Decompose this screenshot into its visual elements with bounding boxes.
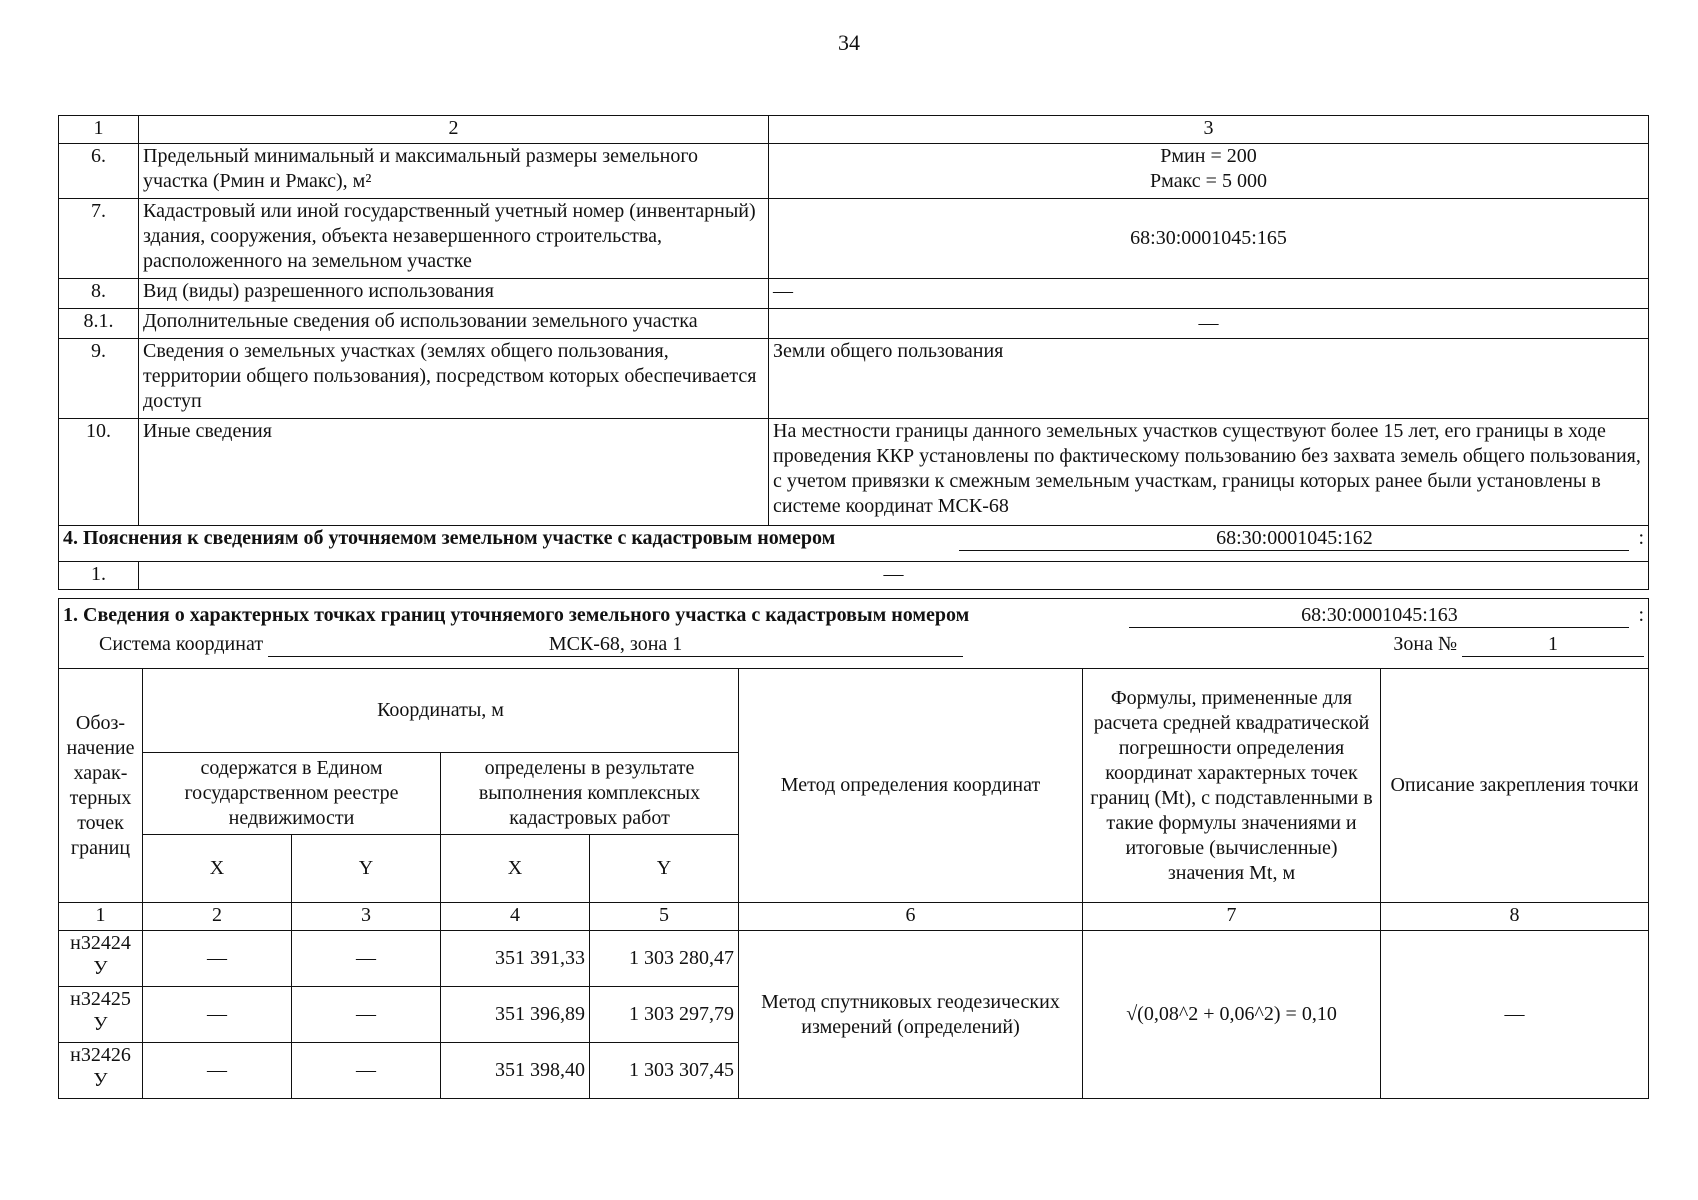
x-kkr: 351 398,40 — [441, 1043, 590, 1099]
info-table — [58, 115, 1649, 590]
section-4-colon: : — [1638, 527, 1644, 549]
header-row — [59, 116, 1649, 144]
section-4-cadastral: 68:30:0001045:162 — [959, 526, 1629, 551]
zone-value: 1 — [1462, 632, 1644, 657]
y-kkr: 1 303 307,45 — [590, 1043, 739, 1099]
row-value: — — [769, 279, 1649, 309]
x-egrn: — — [143, 1043, 292, 1099]
section-1-colon: : — [1638, 604, 1645, 626]
col-number: 7 — [1083, 903, 1381, 931]
col-number: 8 — [1381, 903, 1649, 931]
x-kkr: 351 391,33 — [441, 931, 590, 987]
section-4-title: 4. Пояснения к сведениям об уточняемом земельном участке с кадастровым номером — [63, 527, 836, 549]
row-value: — — [769, 309, 1649, 339]
x-egrn: — — [143, 931, 292, 987]
col-header-3: 3 — [769, 116, 1649, 144]
table-row — [59, 931, 1649, 987]
y-kkr: 1 303 297,79 — [590, 987, 739, 1043]
x-egrn: — — [143, 987, 292, 1043]
col-header-coords: Координаты, м — [143, 669, 739, 753]
table-row — [59, 339, 1649, 419]
row-number: 7. — [59, 199, 139, 279]
row-value: 68:30:0001045:165 — [769, 199, 1649, 279]
row-label: Предельный минимальный и максимальный размеры земельного участка (Рмин и Рмакс), м² — [139, 144, 769, 199]
table-row — [59, 199, 1649, 279]
table-row — [59, 279, 1649, 309]
section-4-header — [59, 526, 1649, 562]
row-number: 6. — [59, 144, 139, 199]
section-1-title: 1. Сведения о характерных точках границ уточняемого земельного участка с кадастровым номером — [63, 604, 970, 626]
section-4-row — [59, 562, 1649, 590]
fixing-value: — — [1381, 931, 1649, 1099]
col-header-egrn: содержатся в Едином государственном реестре недвижимости — [143, 753, 441, 835]
row-label: Иные сведения — [139, 419, 769, 526]
section-1-header — [59, 599, 1649, 669]
col-number: 4 — [441, 903, 590, 931]
point-name: н32425 У — [59, 987, 143, 1043]
col-header-formula: Формулы, примененные для расчета средней квадратической погрешности определения координат характерных точек границ (Mt), с подставленными в такие формулы значениями и итоговые (вычисленные) значения Mt, м — [1083, 669, 1381, 903]
y-egrn: — — [292, 931, 441, 987]
table-row — [59, 419, 1649, 526]
row-number: 8.1. — [59, 309, 139, 339]
col-header-y-egrn: Y — [292, 835, 441, 903]
formula-value: √(0,08^2 + 0,06^2) = 0,10 — [1083, 931, 1381, 1099]
y-egrn: — — [292, 987, 441, 1043]
col-header-2: 2 — [139, 116, 769, 144]
row-number: 1. — [59, 562, 139, 590]
page-number: 34 — [838, 30, 860, 55]
row-value: Земли общего пользования — [769, 339, 1649, 419]
col-number: 2 — [143, 903, 292, 931]
row-number: 10. — [59, 419, 139, 526]
row-label: Дополнительные сведения об использовании земельного участка — [139, 309, 769, 339]
point-name: н32426 У — [59, 1043, 143, 1099]
table-row — [59, 144, 1649, 199]
col-header-y-kkr: Y — [590, 835, 739, 903]
col-header-x-kkr: X — [441, 835, 590, 903]
y-kkr: 1 303 280,47 — [590, 931, 739, 987]
section-1-cadastral: 68:30:0001045:163 — [1129, 603, 1629, 628]
row-number: 8. — [59, 279, 139, 309]
col-header-designation: Обоз- начение харак- терных точек границ — [59, 669, 143, 903]
col-number: 1 — [59, 903, 143, 931]
table-row — [59, 309, 1649, 339]
row-value: — — [139, 562, 1649, 590]
y-egrn: — — [292, 1043, 441, 1099]
col-header-kkr: определены в результате выполнения комплексных кадастровых работ — [441, 753, 739, 835]
row-value: Рмин = 200 Рмакс = 5 000 — [769, 144, 1649, 199]
coord-system-value: МСК-68, зона 1 — [268, 632, 963, 657]
row-label: Сведения о земельных участках (землях общего пользования, территории общего пользования), посредством которых обеспечивается доступ — [139, 339, 769, 419]
row-label: Кадастровый или иной государственный учетный номер (инвентарный) здания, сооружения, объекта незавершенного строительства, расположенного на земельном участке — [139, 199, 769, 279]
col-header-x-egrn: X — [143, 835, 292, 903]
row-number: 9. — [59, 339, 139, 419]
col-number: 5 — [590, 903, 739, 931]
zone-label: Зона № — [1393, 633, 1458, 655]
method-value: Метод спутниковых геодезических измерений (определений) — [739, 931, 1083, 1099]
col-header-method: Метод определения координат — [739, 669, 1083, 903]
col-number: 6 — [739, 903, 1083, 931]
row-label: Вид (виды) разрешенного использования — [139, 279, 769, 309]
point-name: н32424 У — [59, 931, 143, 987]
row-value: На местности границы данного земельных участков существуют более 15 лет, его границы в ходе проведения ККР установлены по фактическому пользованию без захвата земель общего пользования, с учетом привязки к смежным земельным участкам, границы которых ранее были установлены в системе координат МСК-68 — [769, 419, 1649, 526]
col-header-fixing: Описание закрепления точки — [1381, 669, 1649, 903]
col-header-1: 1 — [59, 116, 139, 144]
col-number: 3 — [292, 903, 441, 931]
header-row — [59, 669, 1649, 753]
points-table — [58, 598, 1649, 1099]
column-numbers-row — [59, 903, 1649, 931]
coord-system-label: Система координат — [99, 633, 264, 655]
x-kkr: 351 396,89 — [441, 987, 590, 1043]
